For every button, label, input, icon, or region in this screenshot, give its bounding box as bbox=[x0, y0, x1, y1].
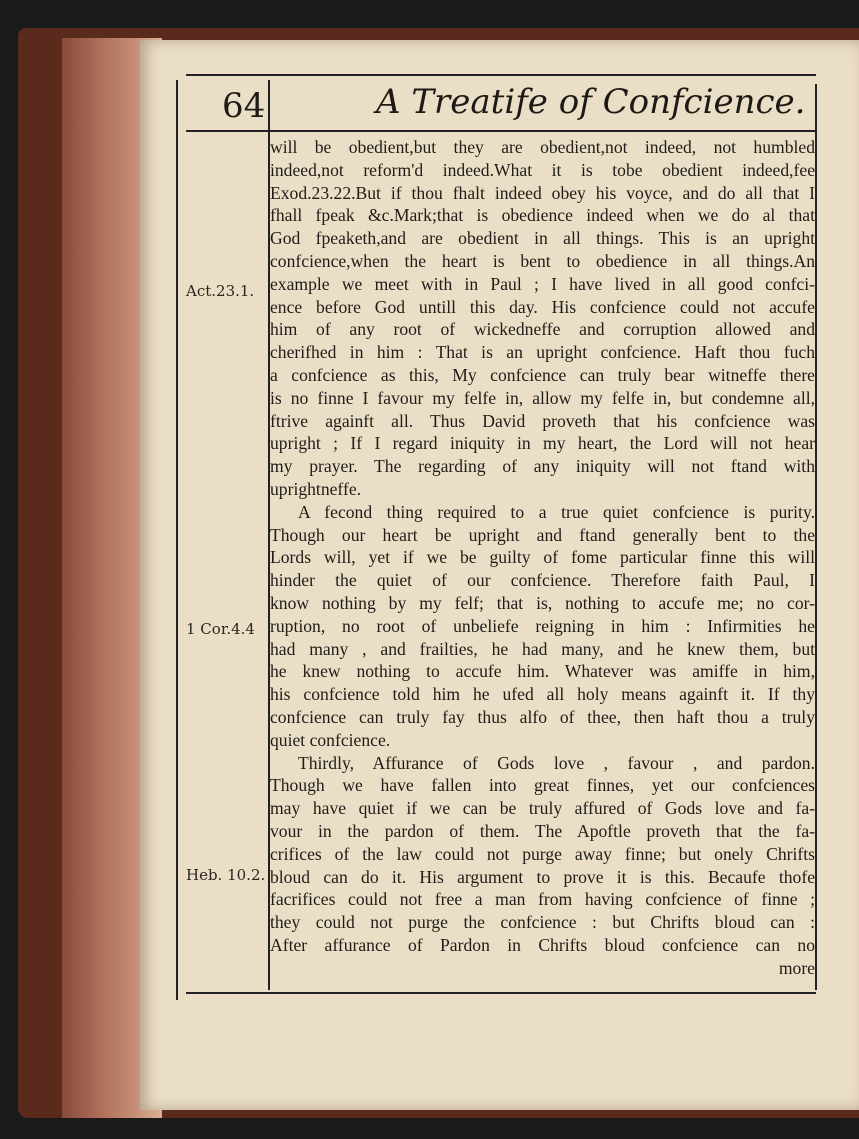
text-line: upright ; If I regard iniquity in my heart, the Lord will not hear bbox=[270, 433, 815, 454]
text-line: quiet confcience. bbox=[270, 729, 391, 750]
text-line: facrifices could not free a man from having confcience of finne ; bbox=[270, 889, 815, 910]
text-line: A fecond thing required to a true quiet confcience is purity. bbox=[298, 501, 815, 522]
margin-note: Act.23.1. bbox=[186, 282, 255, 300]
text-line: uprightneffe. bbox=[270, 478, 362, 499]
text-line: he knew nothing to accufe him. Whatever was amiffe in him, bbox=[270, 661, 815, 682]
running-title: A Treatife of Confcience. bbox=[376, 82, 806, 122]
text-line: indeed,not reform'd indeed.What it is tobe obedient indeed,fee bbox=[270, 159, 815, 180]
text-line: may have quiet if we can be truly affured of Gods love and fa- bbox=[270, 798, 815, 819]
page-header bbox=[186, 78, 816, 130]
text-line: hinder the quiet of our confcience. Therefore faith Paul, I bbox=[270, 570, 815, 591]
text-line: had many , and frailties, he had many, and he knew them, but bbox=[270, 638, 815, 659]
header-top-rule bbox=[186, 74, 816, 76]
text-line: bloud can do it. His argument to prove it is this. Becaufe thofe bbox=[270, 866, 815, 887]
page-number: 64 bbox=[222, 86, 266, 126]
text-line: cherifhed in him : That is an upright confcience. Haft thou fuch bbox=[270, 342, 815, 363]
text-line: is no finne I favour my felfe in, allow my felfe in, but condemne all, bbox=[270, 387, 815, 408]
text-line: my prayer. The regarding of any iniquity will not ftand with bbox=[270, 456, 815, 477]
text-line: his confcience told him he ufed all holy means againft it. If thy bbox=[270, 684, 815, 705]
text-line: a confcience as this, My confcience can truly bear witneffe there bbox=[270, 364, 815, 385]
text-line: Lords will, yet if we be guilty of fome particular finne this will bbox=[270, 547, 815, 568]
header-bottom-rule bbox=[186, 130, 816, 132]
text-line: Though we have fallen into great finnes, yet our confciences bbox=[270, 775, 815, 796]
text-line: Though our heart be upright and ftand generally bent to the bbox=[270, 524, 815, 545]
left-column-rule bbox=[176, 80, 178, 1000]
text-line: After affurance of Pardon in Chrifts bloud confcience can no bbox=[270, 934, 815, 955]
footer-rule bbox=[186, 992, 816, 994]
text-line: ftrive againft all. Thus David proveth that his confcience was bbox=[270, 410, 815, 431]
text-line: confcience,when the heart is bent to obedience in all things.An bbox=[270, 250, 815, 271]
text-line: example we meet with in Paul ; I have lived in all good confci- bbox=[270, 273, 815, 294]
text-line: will be obedient,but they are obedient,not indeed, not humbled bbox=[270, 137, 815, 157]
text-line: crifices of the law could not purge away finne; but onely Chrifts bbox=[270, 843, 815, 864]
right-column-rule bbox=[815, 84, 817, 990]
margin-note: Heb. 10.2. bbox=[186, 866, 266, 884]
text-line: Exod.23.22.But if thou fhalt indeed obey his voyce, and do all that I bbox=[270, 182, 815, 203]
text-line: confcience can truly fay thus alfo of thee, then haft thou a truly bbox=[270, 706, 815, 727]
text-line: fhall fpeak &c.Mark;that is obedience indeed when we do al that bbox=[270, 205, 815, 226]
text-line: they could not purge the confcience : but Chrifts bloud can : bbox=[270, 912, 815, 933]
text-line: Thirdly, Affurance of Gods love , favour , and pardon. bbox=[298, 752, 815, 773]
text-line: more bbox=[778, 957, 815, 978]
text-line: ence before God untill this day. His confcience could not accufe bbox=[270, 296, 815, 317]
text-line: know nothing by my felf; that is, nothing to accufe me; no cor- bbox=[270, 592, 815, 613]
body-text bbox=[270, 136, 815, 979]
text-line: him of any root of wickedneffe and corruption allowed and bbox=[270, 319, 815, 340]
text-line: ruption, no root of unbeliefe reigning in him : Infirmities he bbox=[270, 615, 815, 636]
text-line: God fpeaketh,and are obedient in all things. This is an upright bbox=[270, 228, 815, 249]
text-line: vour in the pardon of them. The Apoftle proveth that the fa- bbox=[270, 820, 815, 841]
margin-note: 1 Cor.4.4 bbox=[186, 620, 255, 638]
